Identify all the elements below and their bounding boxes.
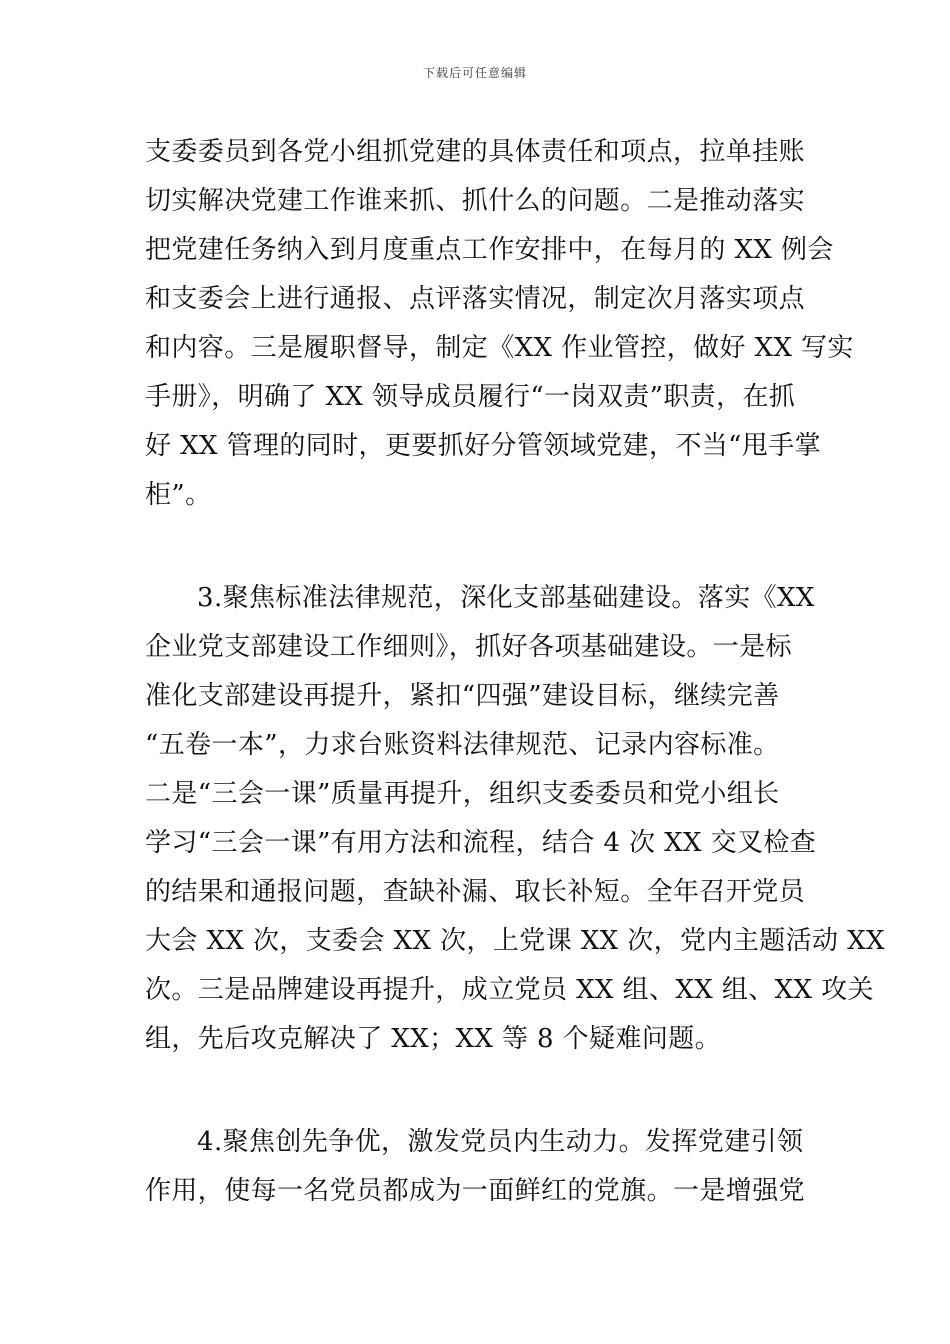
section-heading-line: 3.聚焦标准法律规范，深化支部基础建设。落实《XX xyxy=(197,583,815,613)
text-line: 作用，使每一名党员都成为一面鲜红的党旗。一是增强党 xyxy=(145,1176,806,1206)
paragraph-spacer xyxy=(145,520,815,574)
text-line: “五卷一本”，力求台账资料法律规范、记录内容标准。 xyxy=(145,730,780,760)
text-line: 企业党支部建设工作细则》，抓好各项基础建设。一是标 xyxy=(145,632,793,662)
text-line: 的结果和通报问题，查缺补漏、取长补短。全年召开党员 xyxy=(145,877,806,907)
text-line: 支委委员到各党小组抓党建的具体责任和项点，拉单挂账 xyxy=(145,137,806,167)
text-line: 次。三是品牌建设再提升，成立党员 XX 组、XX 组、XX 攻关 xyxy=(145,975,874,1005)
text-line: 二是“三会一课”质量再提升，组织支委委员和党小组长 xyxy=(145,779,780,809)
text-line: 和支委会上进行通报、点评落实情况，制定次月落实项点 xyxy=(145,284,806,314)
paragraph-section-4 xyxy=(145,1118,815,1216)
text-line: 大会 XX 次，支委会 XX 次，上党课 XX 次，党内主题活动 XX xyxy=(145,926,885,956)
section-heading-line: 4.聚焦创先争优，激发党员内生动力。发挥党建引领 xyxy=(197,1127,804,1157)
text-line: 手册》，明确了 XX 领导成员履行“一岗双责”职责，在抓 xyxy=(145,382,796,412)
text-line: 学习“三会一课”有用方法和流程，结合 4 次 XX 交叉检查 xyxy=(145,828,817,858)
text-line: 准化支部建设再提升，紧扣“四强”建设目标，继续完善 xyxy=(145,681,780,711)
paragraph-section-3 xyxy=(145,574,885,1064)
text-line: 柜”。 xyxy=(145,480,212,510)
paragraph-spacer xyxy=(145,1064,815,1118)
text-line: 组，先后攻克解决了 XX；XX 等 8 个疑难问题。 xyxy=(145,1024,722,1054)
text-line: 切实解决党建工作谁来抓、抓什么的问题。二是推动落实 xyxy=(145,186,806,216)
text-line: 和内容。三是履职督导，制定《XX 作业管控，做好 XX 写实 xyxy=(145,333,854,363)
page-header: 下载后可任意编辑 xyxy=(422,66,527,80)
text-line: 把党建任务纳入到月度重点工作安排中，在每月的 XX 例会 xyxy=(145,235,834,265)
paragraph-responsibility xyxy=(145,128,854,520)
document-body xyxy=(145,128,885,1216)
text-line: 好 XX 管理的同时，更要抓好分管领域党建，不当“甩手掌 xyxy=(145,431,822,461)
